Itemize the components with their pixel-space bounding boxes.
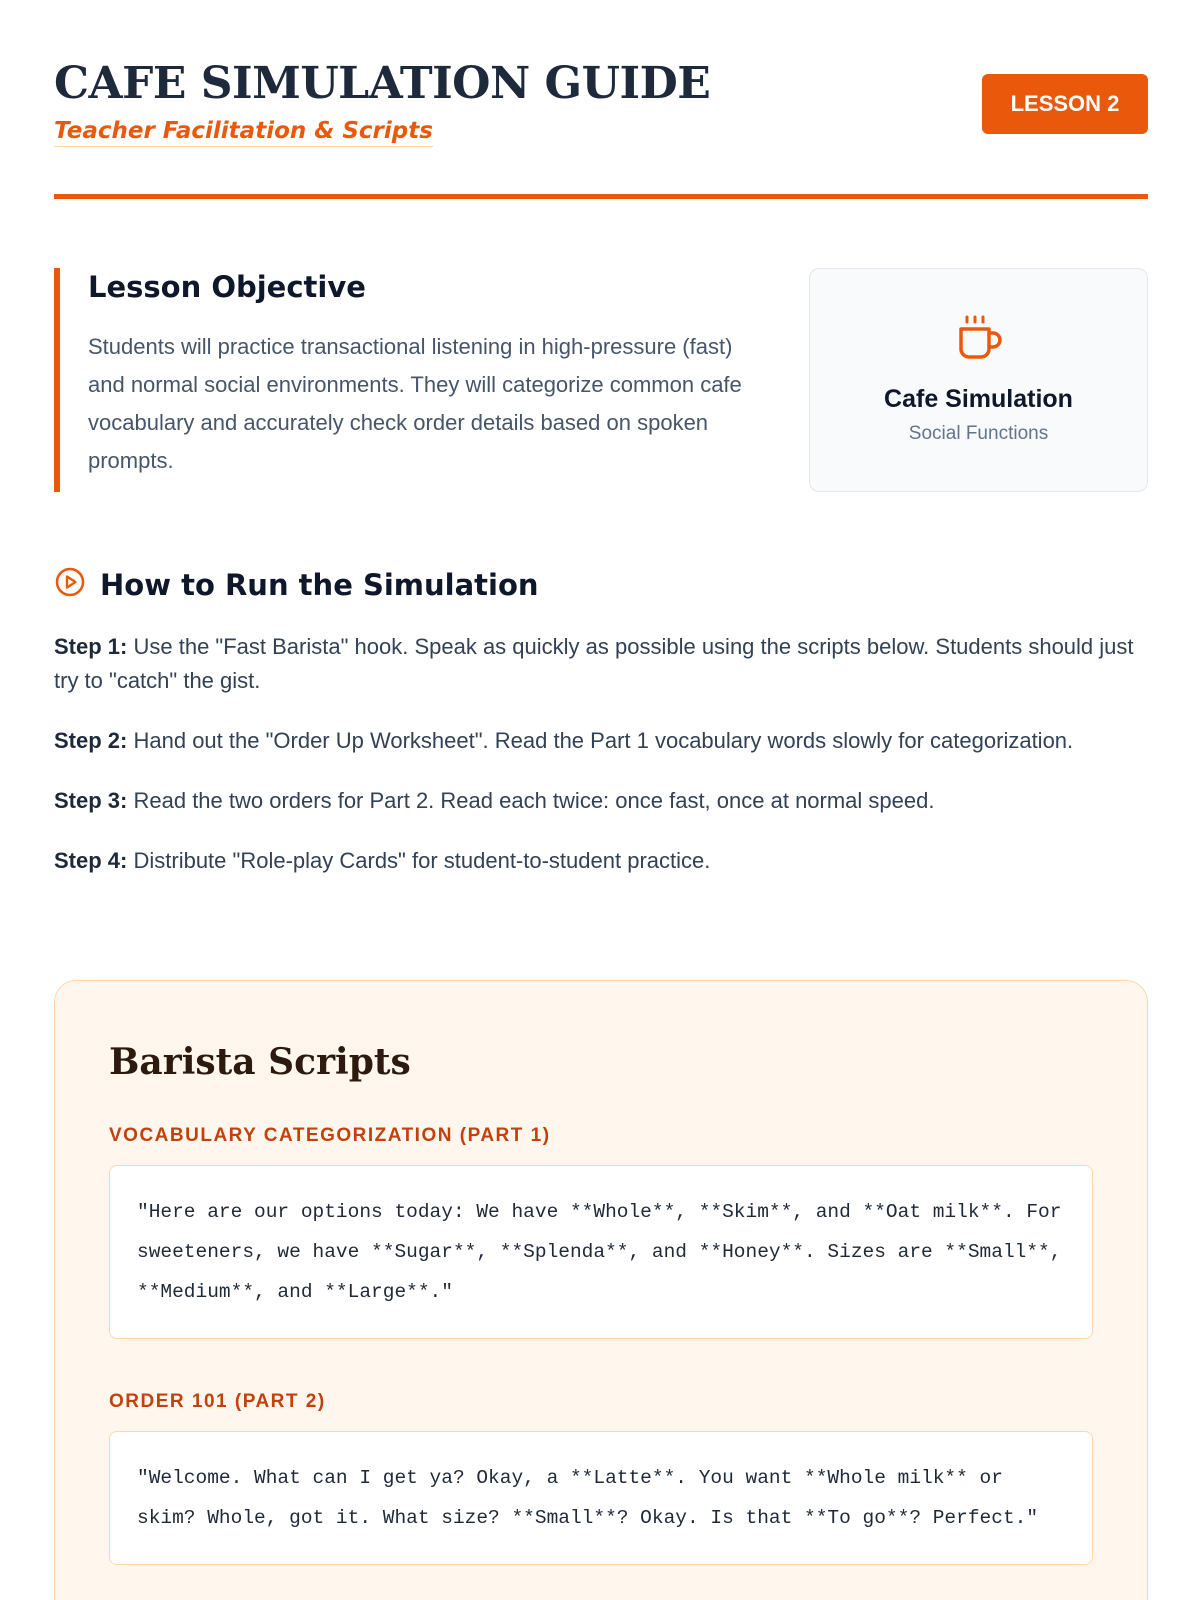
step-item [54,784,1154,818]
page-subtitle: Teacher Facilitation & Scripts [54,118,433,147]
step-text: Read the two orders for Part 2. Read each twice: once fast, once at normal speed. [133,788,935,813]
howto-heading: How to Run the Simulation [100,567,539,602]
barista-scripts-panel [54,980,1148,1600]
coffee-cup-icon [957,313,1005,368]
play-circle-icon [54,566,86,603]
step-text: Use the "Fast Barista" hook. Speak as quickly as possible using the scripts below. Students should just try to "catch" the gist. [54,634,1134,693]
step-label: Step 3: [54,788,128,813]
page-title: CAFE SIMULATION GUIDE [54,58,711,109]
script-section-label: VOCABULARY CATEGORIZATION (PART 1) [109,1125,551,1146]
script-box: "Here are our options today: We have **Whole**, **Skim**, and **Oat milk**. For sweeteners, we have **Sugar**, **Splenda**, and **Honey**. Sizes are **Small**, **Medium**, and **Large**." [109,1165,1093,1339]
steps-list [54,630,1154,904]
simulation-card [809,268,1148,492]
step-item [54,630,1154,698]
lesson-objective [54,268,774,492]
step-item [54,844,1154,878]
header-divider [54,194,1148,199]
objective-text: Students will practice transactional listening in high-pressure (fast) and normal social environments. They will categorize common cafe vocabulary and accurately check order details based on spoken prompts. [88,334,742,473]
card-subtitle: Social Functions [908,423,1049,444]
step-label: Step 2: [54,728,128,753]
step-label: Step 1: [54,634,128,659]
lesson-badge: LESSON 2 [982,74,1148,134]
page-header [54,56,1148,202]
script-section-label: ORDER 101 (PART 2) [109,1391,326,1412]
howto-header [54,566,539,603]
script-box: "Welcome. What can I get ya? Okay, a **Latte**. You want **Whole milk** or skim? Whole, got it. What size? **Small**? Okay. Is that **To go**? Perfect." [109,1431,1093,1565]
scripts-heading: Barista Scripts [109,1041,411,1083]
step-text: Distribute "Role-play Cards" for student-to-student practice. [133,848,711,873]
card-title: Cafe Simulation [884,385,1073,413]
step-label: Step 4: [54,848,128,873]
step-item [54,724,1154,758]
objective-heading: Lesson Objective [88,270,366,304]
step-text: Hand out the "Order Up Worksheet". Read the Part 1 vocabulary words slowly for categorization. [133,728,1074,753]
